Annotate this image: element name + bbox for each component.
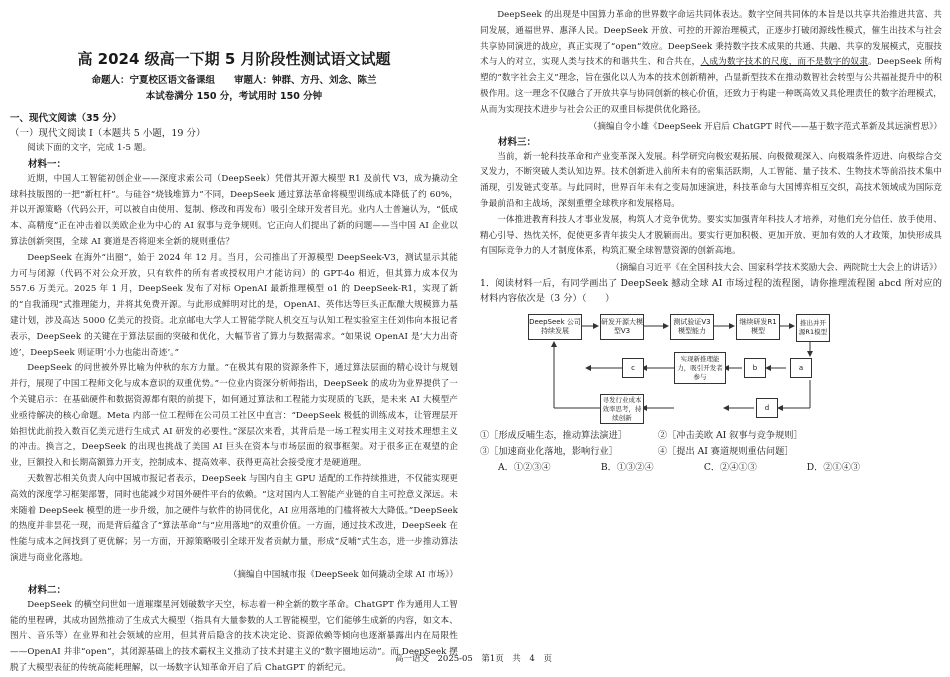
m2-source: （摘编自令小雄《DeepSeek 开启后 ChatGPT 时代——基于数字范式革新及其远演哲思》） — [588, 121, 942, 132]
flow-box-test: 测试验证V3模型能力 — [670, 314, 714, 340]
option-1: ①［形成反哺生态，推动算法演进］ — [480, 430, 627, 442]
flow-box-b: b — [744, 358, 766, 378]
material2-label: 材料二： — [28, 584, 67, 596]
flow-box-dev: 实现新推理能力，吸引开发者参与 — [674, 352, 726, 384]
right-column — [480, 8, 942, 476]
choice-b[interactable]: B．①③②④ — [600, 462, 654, 474]
flow-box-cost: 寻发行业成本效率思考，持续创新 — [600, 394, 644, 424]
m2-paragraph-1: DeepSeek 的横空问世如一道璀璨星河划破数字天空，标志着一种全新的数字革命。ChatGPT 作为通用人工智能的里程碑，其成功固然推动了生成式大模型（指具有大量参数的人工智能模型，它们能够生成新的内容，如文本、图片、音乐等）在业界和社会领域的应用，但其背后隐含的技术决定论、资源依赖等倾向也逐渐暴露出内在局限性——OpenAI 并非“open”，其闭源基础上的技术霸权主义推动了技术封建主义的“数字圈地运动”。而 DeepSeek 摆脱了大模型表征的传统高能耗理解，以一场数字认知革命开启了后 ChatGPT 的新纪元。 — [10, 599, 458, 673]
m2-paragraph-2: DeepSeek 的出现是中国算力革命的世界数字命运共同体表达。数字空间共同体的本旨是以共享共治推进共富、共同发展，通福世界、惠泽人民。DeepSeek 开放、可控的开源治理模式，正逐步打破闭源线性模式，催生出技术与社会共享协同演进的战应，真正实现了“open”效应。DeepSeek 秉持数字技术成果的共通、共融、共享的发展模式，克服技术与人的对立，实现人类与技术的和谐共生、和合共在，人成为数字技术的尺度，而不是数字的奴隶。DeepSeek 所构塑的“数字社会主义”理念，旨在强化以人为本的技术创新精神，凸显新型技术在推动数智社会转型与公共福祉提升中的积极作用。这一理念不仅融合了开放共享与协同创新的核心价值，还致力于构建一种既高效又具伦理责任的数字治理模式，从而为实现技术进步与社会公正的双重目标提供优化路径。 — [480, 10, 942, 115]
m1-paragraph-2: DeepSeek 在海外“出圈”，始于 2024 年 12 月。当月，公司推出了开源模型 DeepSeek-V3，测试显示其能力可与闭源（代码不对公众开放，只有软件的所有者或授权用户才能访问）的 GPT-4o 相近，但其算力成本仅为 557.6 万美元。2025 年 1 月，DeepSeek 发布了对标 OpenAI 最新推理模型 o1 的 DeepSeek-R1，实现了新的“自我涌现”式推理能力，并将其免费开源。与此形成鲜明对比的是，OpenAI、英伟达等巨头正酝酿大规模算力基建计划，涉及高达 5000 亿美元的投资。北京邮电大学人工智能学院人机交互与认知工程实验室主任刘伟向本报记者表示，DeepSeek 的关键在于算法层面的突破和优化，大幅节省了算力与数据需求。“如果说 OpenAI 是‘大力出奇迹’，DeepSeek 则证明‘小力也能出奇迹’。” — [10, 252, 458, 358]
m1-paragraph-4: 天数智芯相关负责人向中国城市报记者表示，DeepSeek 与国内自主 GPU 适配的工作持续推进，不仅能实现更高效的深度学习框架部署，同时也能减少对国外硬件平台的依赖。“这对国内人工智能产业链的自主可控意义深远。未来随着 DeepSeek 模型的进一步升级，加之硬件与软件的协同优化，AI 应用落地的门槛将被大大降低。”DeepSeek 的热度并非昙花一现，而是背后蕴含了“算法革命”与“应用落地”的双重价值。一方面，通过技术改进，DeepSeek 在性能与成本之间找到了更优解；另一方面，开源策略吸引全球开发者贡献力量，形成“反哺”式生态，进一步推动算法演进与商业化落地。 — [10, 473, 458, 563]
material1-label: 材料一： — [28, 158, 67, 170]
page-title: 高 2024 级高一下期 5 月阶段性测试语文试题 — [77, 50, 391, 68]
m1-paragraph-1: 近期，中国人工智能初创企业——深度求索公司（DeepSeek）凭借其开源大模型 R1 及前代 V3，成为撬动全球科技版图的一把“新杠杆”。与硅谷“烧钱堆算力”不同，DeepSeek 通过算法革命将模型训练成本降低了约 60%，并以开源策略（代码公开，可以被自由使用、复制、修改和再发布）吸引全球开发者目光。业内人士普遍认为，“低成本、高精度”正在冲击着以美欧企业为中心的 AI 叙事与竞争规则。它正向人们提出了新的问题——当中国 AI 企业以算法创新突围，全球 AI 赛道是否将迎来全新的规则重估？ — [10, 173, 458, 247]
m1-source: （摘编自中国城市报《DeepSeek 如何撬动全球 AI 市场》） — [228, 569, 458, 580]
sub-heading: （一）现代文阅读 I（本题共 5 小题，19 分） — [10, 128, 206, 139]
authors-line: 命题人：宁夏校区语文备课组 审题人：钟群、方丹、刘念、陈兰 — [91, 75, 377, 86]
m3-paragraph-1: 当前，新一轮科技革命和产业变革深入发展。科学研究向极宏观拓展、向极微观深入、向极端条件迈进、向极综合交叉发力，不断突破人类认知边界。技术创新进入前所未有的密集活跃期，人工智能、量子技术、生物技术等前沿技术集中涌现，引发链式变革。与此同时，世界百年未有之变局加速演进，科技革命与大国博弈相互交织，高技术领域成为国际竞争最前沿和主战场，深刻重塑全球秩序和发展格局。 — [480, 151, 942, 209]
exam-info: 本试卷满分 150 分，考试用时 150 分钟 — [145, 91, 323, 102]
flow-box-c: c — [622, 358, 644, 378]
flow-box-r1: 继续研发R1模型 — [736, 314, 780, 340]
flow-box-d: d — [756, 398, 778, 418]
flow-box-a: a — [790, 358, 812, 378]
material3-label: 材料三： — [498, 136, 537, 148]
question-1-options — [480, 428, 942, 476]
section-heading: 一、现代文阅读（35 分） — [10, 113, 122, 124]
flow-box-start: DeepSeek 公司持续发展 — [528, 314, 582, 340]
m1-paragraph-3: DeepSeek 的问世被外界比喻为仲秋的东方力量。“在极其有限的资源条件下，通过算法层面的精心设计与规划并行，展现了中国工程师文化与成本意识的双重优势。”一位业内资深分析师指出，DeepSeek 的成功为业界提供了一个关键启示：在基础硬件和数据资源都有限的前提下，如何通过算法和工程能力实现质的飞跃，是未来 AI 大模型产业亟待解决的核心命题。Meta 内部一位工程师在公司员工社区中直言：“DeepSeek 极低的训练成本，让管理层开始担忧此前投入数百亿美元进行生成式 AI 研发的必要性。”深层次来看，其背后是一场工程实用主义对技术理想主义的冲击。换言之，DeepSeek 的出现也挑战了美国 AI 巨头在资本与市场层面的叙事框架。对于很多正在观望的企业，巨额投入和长期高额算力开支，控制成本、提高效率、获得更高社会接受度才是硬道理。 — [10, 363, 458, 469]
instruction: 阅读下面的文字，完成 1-5 题。 — [27, 143, 152, 153]
question-1-stem: 1．阅读材料一后，有同学画出了 DeepSeek 撼动全球 AI 市场过程的流程图，请你推理流程图 abcd 所对应的材料内容依次是（3 分）（ ） — [480, 278, 942, 305]
option-2: ②［冲击美欧 AI 叙事与竞争规则］ — [657, 430, 803, 442]
flow-box-v3: 研发开源大模型V3 — [600, 314, 644, 340]
left-column — [10, 8, 458, 677]
choice-d[interactable]: D．②①④③ — [806, 462, 861, 474]
m3-source: （摘编自习近平《在全国科技大会、国家科学技术奖励大会、两院院士大会上的讲话》） — [611, 263, 942, 274]
underlined-sentence: 人成为数字技术的尺度，而不是数字的奴隶 — [700, 57, 869, 68]
m3-paragraph-2: 一体推进教育科技人才事业发展，构筑人才竞争优势。要实实加强青年科技人才培养，对他们充分信任、放手使用、精心引导、热忱关怀，促使更多青年拔尖人才脱颖而出。要实行更加积极、更加开放、更加有效的人才政策，加快形成具有国际竞争力的人才制度体系，构筑汇聚全球智慧资源的创新高地。 — [480, 214, 942, 257]
option-4: ④［提出 AI 赛道规则重估问题］ — [657, 446, 794, 458]
flow-box-release: 推出并开源R1模型 — [796, 314, 830, 342]
option-3: ③［加速商业化落地，影响行业］ — [480, 446, 618, 458]
flowchart — [528, 312, 828, 424]
page-footer: 高一语文 2025-05 第1页 共 4 页 — [395, 654, 553, 664]
choice-a[interactable]: A．①②③④ — [498, 462, 551, 474]
choice-c[interactable]: C．②④①③ — [703, 462, 757, 474]
